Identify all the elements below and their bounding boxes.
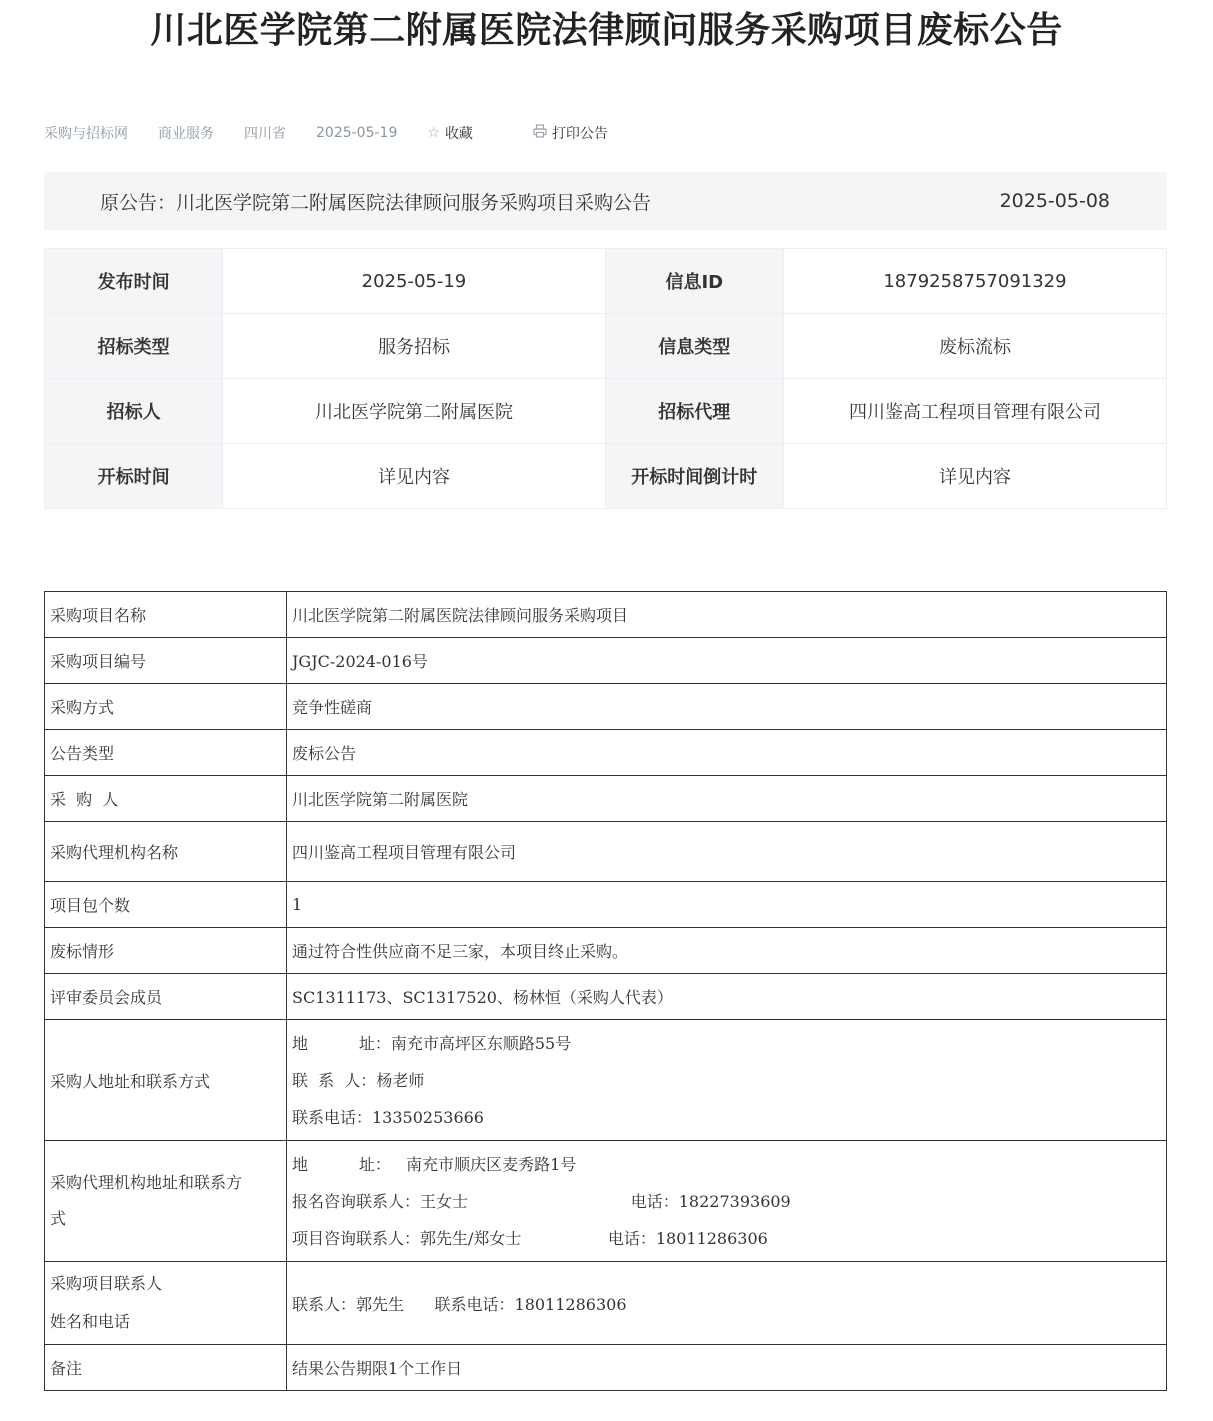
contact-line: 联 系 人：杨老师 <box>292 1070 425 1090</box>
detail-key: 采 购 人 <box>45 776 287 822</box>
detail-key-line: 采购项目联系人 <box>50 1274 163 1293</box>
info-value: 川北医学院第二附属医院 <box>223 379 605 444</box>
detail-value: 竞争性磋商 <box>287 684 1167 730</box>
page-title: 川北医学院第二附属医院法律顾问服务采购项目废标公告 <box>150 10 1063 51</box>
province-link[interactable]: 四川省 <box>244 126 286 142</box>
detail-value: SC1311173、SC1317520、杨林恒（采购人代表） <box>287 974 1167 1020</box>
info-row <box>45 314 1167 379</box>
detail-value: 废标公告 <box>287 730 1167 776</box>
table-row <box>45 822 1167 882</box>
table-row <box>45 776 1167 822</box>
info-value: 2025-05-19 <box>223 249 605 314</box>
detail-key: 备注 <box>45 1345 287 1391</box>
detail-key: 公告类型 <box>45 730 287 776</box>
detail-value: 1 <box>287 882 1167 928</box>
table-row <box>45 1020 1167 1141</box>
detail-value <box>287 1020 1167 1141</box>
info-value: 详见内容 <box>223 444 605 509</box>
info-row <box>45 444 1167 509</box>
category-link[interactable]: 商业服务 <box>158 126 214 142</box>
star-icon: ☆ <box>427 125 440 141</box>
detail-value: 川北医学院第二附属医院 <box>287 776 1167 822</box>
table-row <box>45 1262 1167 1345</box>
detail-key: 采购方式 <box>45 684 287 730</box>
detail-key <box>45 1262 287 1345</box>
original-notice-link[interactable]: 原公告：川北医学院第二附属医院法律顾问服务采购项目采购公告 <box>100 191 652 214</box>
info-value: 四川鉴高工程项目管理有限公司 <box>783 379 1166 444</box>
detail-key-line: 姓名和电话 <box>50 1312 131 1331</box>
detail-table <box>44 591 1167 1391</box>
favorite-label: 收藏 <box>444 126 473 142</box>
detail-key-line: 式 <box>50 1209 67 1228</box>
original-notice-bar[interactable] <box>44 172 1167 230</box>
table-row <box>45 730 1167 776</box>
detail-value: JGJC-2024-016号 <box>287 638 1167 684</box>
detail-key: 采购项目编号 <box>45 638 287 684</box>
detail-value: 结果公告期限1个工作日 <box>287 1345 1167 1391</box>
original-notice-date: 2025-05-08 <box>999 190 1110 212</box>
info-key: 招标代理 <box>605 379 783 444</box>
table-row <box>45 928 1167 974</box>
phone-line: 联系电话：13350253666 <box>292 1107 484 1127</box>
info-key: 开标时间 <box>45 444 223 509</box>
table-row <box>45 882 1167 928</box>
detail-value: 川北医学院第二附属医院法律顾问服务采购项目 <box>287 592 1167 638</box>
info-row <box>45 249 1167 314</box>
detail-value: 通过符合性供应商不足三家，本项目终止采购。 <box>287 928 1167 974</box>
address-line: 地 址： 南充市顺庆区麦秀路1号 <box>292 1154 577 1174</box>
info-value: 1879258757091329 <box>783 249 1166 314</box>
registration-contact-line: 报名咨询联系人：王女士 电话：18227393609 <box>292 1191 791 1211</box>
info-key: 招标人 <box>45 379 223 444</box>
table-row <box>45 1141 1167 1262</box>
info-row <box>45 379 1167 444</box>
detail-value: 四川鉴高工程项目管理有限公司 <box>287 822 1167 882</box>
detail-key: 采购代理机构名称 <box>45 822 287 882</box>
info-table <box>44 248 1167 509</box>
detail-key: 采购人地址和联系方式 <box>45 1020 287 1141</box>
print-button[interactable] <box>533 123 638 143</box>
table-row <box>45 1345 1167 1391</box>
printer-icon <box>533 124 547 142</box>
publish-date: 2025-05-19 <box>316 125 398 141</box>
detail-value <box>287 1141 1167 1262</box>
info-value: 详见内容 <box>783 444 1166 509</box>
address-line: 地 址：南充市高坪区东顺路55号 <box>292 1033 572 1053</box>
table-row <box>45 638 1167 684</box>
table-row <box>45 592 1167 638</box>
print-label: 打印公告 <box>551 126 608 142</box>
info-key: 信息类型 <box>605 314 783 379</box>
info-key: 发布时间 <box>45 249 223 314</box>
detail-key: 评审委员会成员 <box>45 974 287 1020</box>
info-value: 服务招标 <box>223 314 605 379</box>
meta-bar <box>44 122 668 144</box>
table-row <box>45 974 1167 1020</box>
detail-key-line: 采购代理机构地址和联系方 <box>50 1173 243 1192</box>
info-value: 废标流标 <box>783 314 1166 379</box>
info-key: 招标类型 <box>45 314 223 379</box>
detail-value: 联系人：郭先生 联系电话：18011286306 <box>287 1262 1167 1345</box>
detail-key: 采购项目名称 <box>45 592 287 638</box>
favorite-button[interactable] <box>427 123 503 143</box>
info-key: 开标时间倒计时 <box>605 444 783 509</box>
table-row <box>45 684 1167 730</box>
detail-key: 废标情形 <box>45 928 287 974</box>
info-key: 信息ID <box>605 249 783 314</box>
detail-key <box>45 1141 287 1262</box>
site-link[interactable]: 采购与招标网 <box>44 126 128 142</box>
project-contact-line: 项目咨询联系人：郭先生/郑女士 电话：18011286306 <box>292 1228 768 1248</box>
detail-key: 项目包个数 <box>45 882 287 928</box>
